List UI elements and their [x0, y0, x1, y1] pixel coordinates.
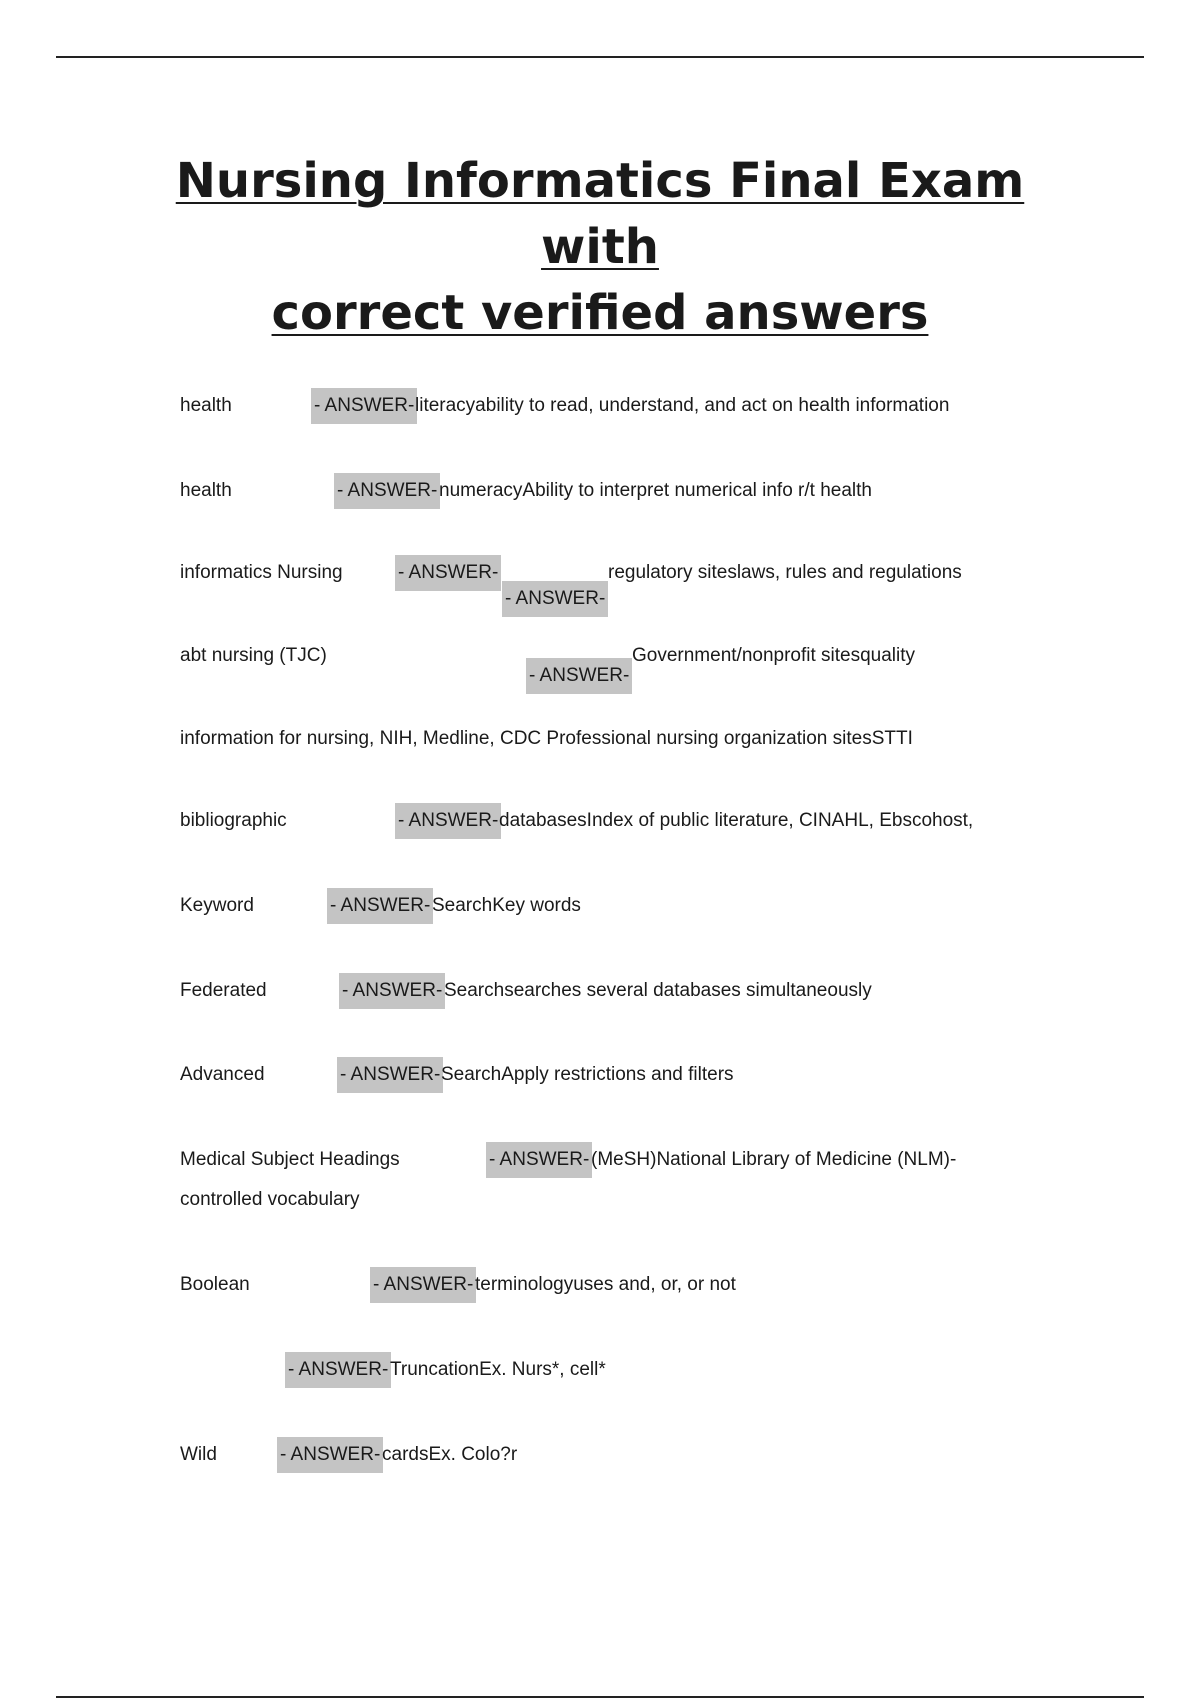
definition-mesh: (MeSH)National Library of Medicine (NLM)-: [591, 1149, 957, 1170]
definition-regulatory-sites: regulatory siteslaws, rules and regulations: [608, 562, 962, 583]
term-abt-nursing: abt nursing (TJC): [180, 645, 327, 666]
term-federated: Federated: [180, 980, 267, 1001]
definition-health-literacy: literacyability to read, understand, and act on health information: [415, 395, 950, 416]
bottom-rule: [56, 1696, 1144, 1698]
answer-marker: - ANSWER-: [285, 1352, 391, 1388]
definition-government-sites: Government/nonprofit sitesquality: [632, 645, 916, 666]
answer-marker: - ANSWER-: [327, 888, 433, 924]
answer-marker: - ANSWER-: [486, 1142, 592, 1178]
answer-marker: - ANSWER-: [502, 581, 608, 617]
definition-health-numeracy: numeracyAbility to interpret numerical info r/t health: [439, 480, 872, 501]
definition-advanced: SearchApply restrictions and filters: [441, 1064, 734, 1085]
definition-federated: Searchsearches several databases simultaneously: [444, 980, 872, 1001]
title-line-2: correct verified answers: [271, 285, 929, 341]
term-wild: Wild: [180, 1444, 217, 1465]
page-title: [120, 148, 1080, 346]
top-rule: [56, 56, 1144, 58]
term-health-literacy: health: [180, 395, 232, 416]
answer-marker: - ANSWER-: [526, 658, 632, 694]
answer-marker: - ANSWER-: [395, 555, 501, 591]
answer-marker: - ANSWER-: [339, 973, 445, 1009]
term-bibliographic: bibliographic: [180, 810, 287, 831]
term-advanced: Advanced: [180, 1064, 265, 1085]
definition-bibliographic: databasesIndex of public literature, CINAHL, Ebscohost,: [499, 810, 974, 831]
title-line-1: Nursing Informatics Final Exam with: [175, 153, 1025, 275]
term-keyword: Keyword: [180, 895, 254, 916]
definition-truncation: TruncationEx. Nurs*, cell*: [390, 1359, 606, 1380]
term-mesh: Medical Subject Headings: [180, 1149, 400, 1170]
continuation-text: information for nursing, NIH, Medline, CDC Professional nursing organization sitesSTTI: [180, 728, 913, 749]
definition-wildcards: cardsEx. Colo?r: [382, 1444, 518, 1465]
definition-keyword: SearchKey words: [432, 895, 581, 916]
answer-marker: - ANSWER-: [311, 388, 417, 424]
term-health-numeracy: health: [180, 480, 232, 501]
answer-marker: - ANSWER-: [337, 1057, 443, 1093]
answer-marker: - ANSWER-: [334, 473, 440, 509]
term-boolean: Boolean: [180, 1274, 250, 1295]
answer-marker: - ANSWER-: [370, 1267, 476, 1303]
definition-mesh-continued: controlled vocabulary: [180, 1189, 360, 1210]
definition-boolean: terminologyuses and, or, or not: [475, 1274, 736, 1295]
term-informatics-nursing: informatics Nursing: [180, 562, 343, 583]
answer-marker: - ANSWER-: [277, 1437, 383, 1473]
answer-marker: - ANSWER-: [395, 803, 501, 839]
